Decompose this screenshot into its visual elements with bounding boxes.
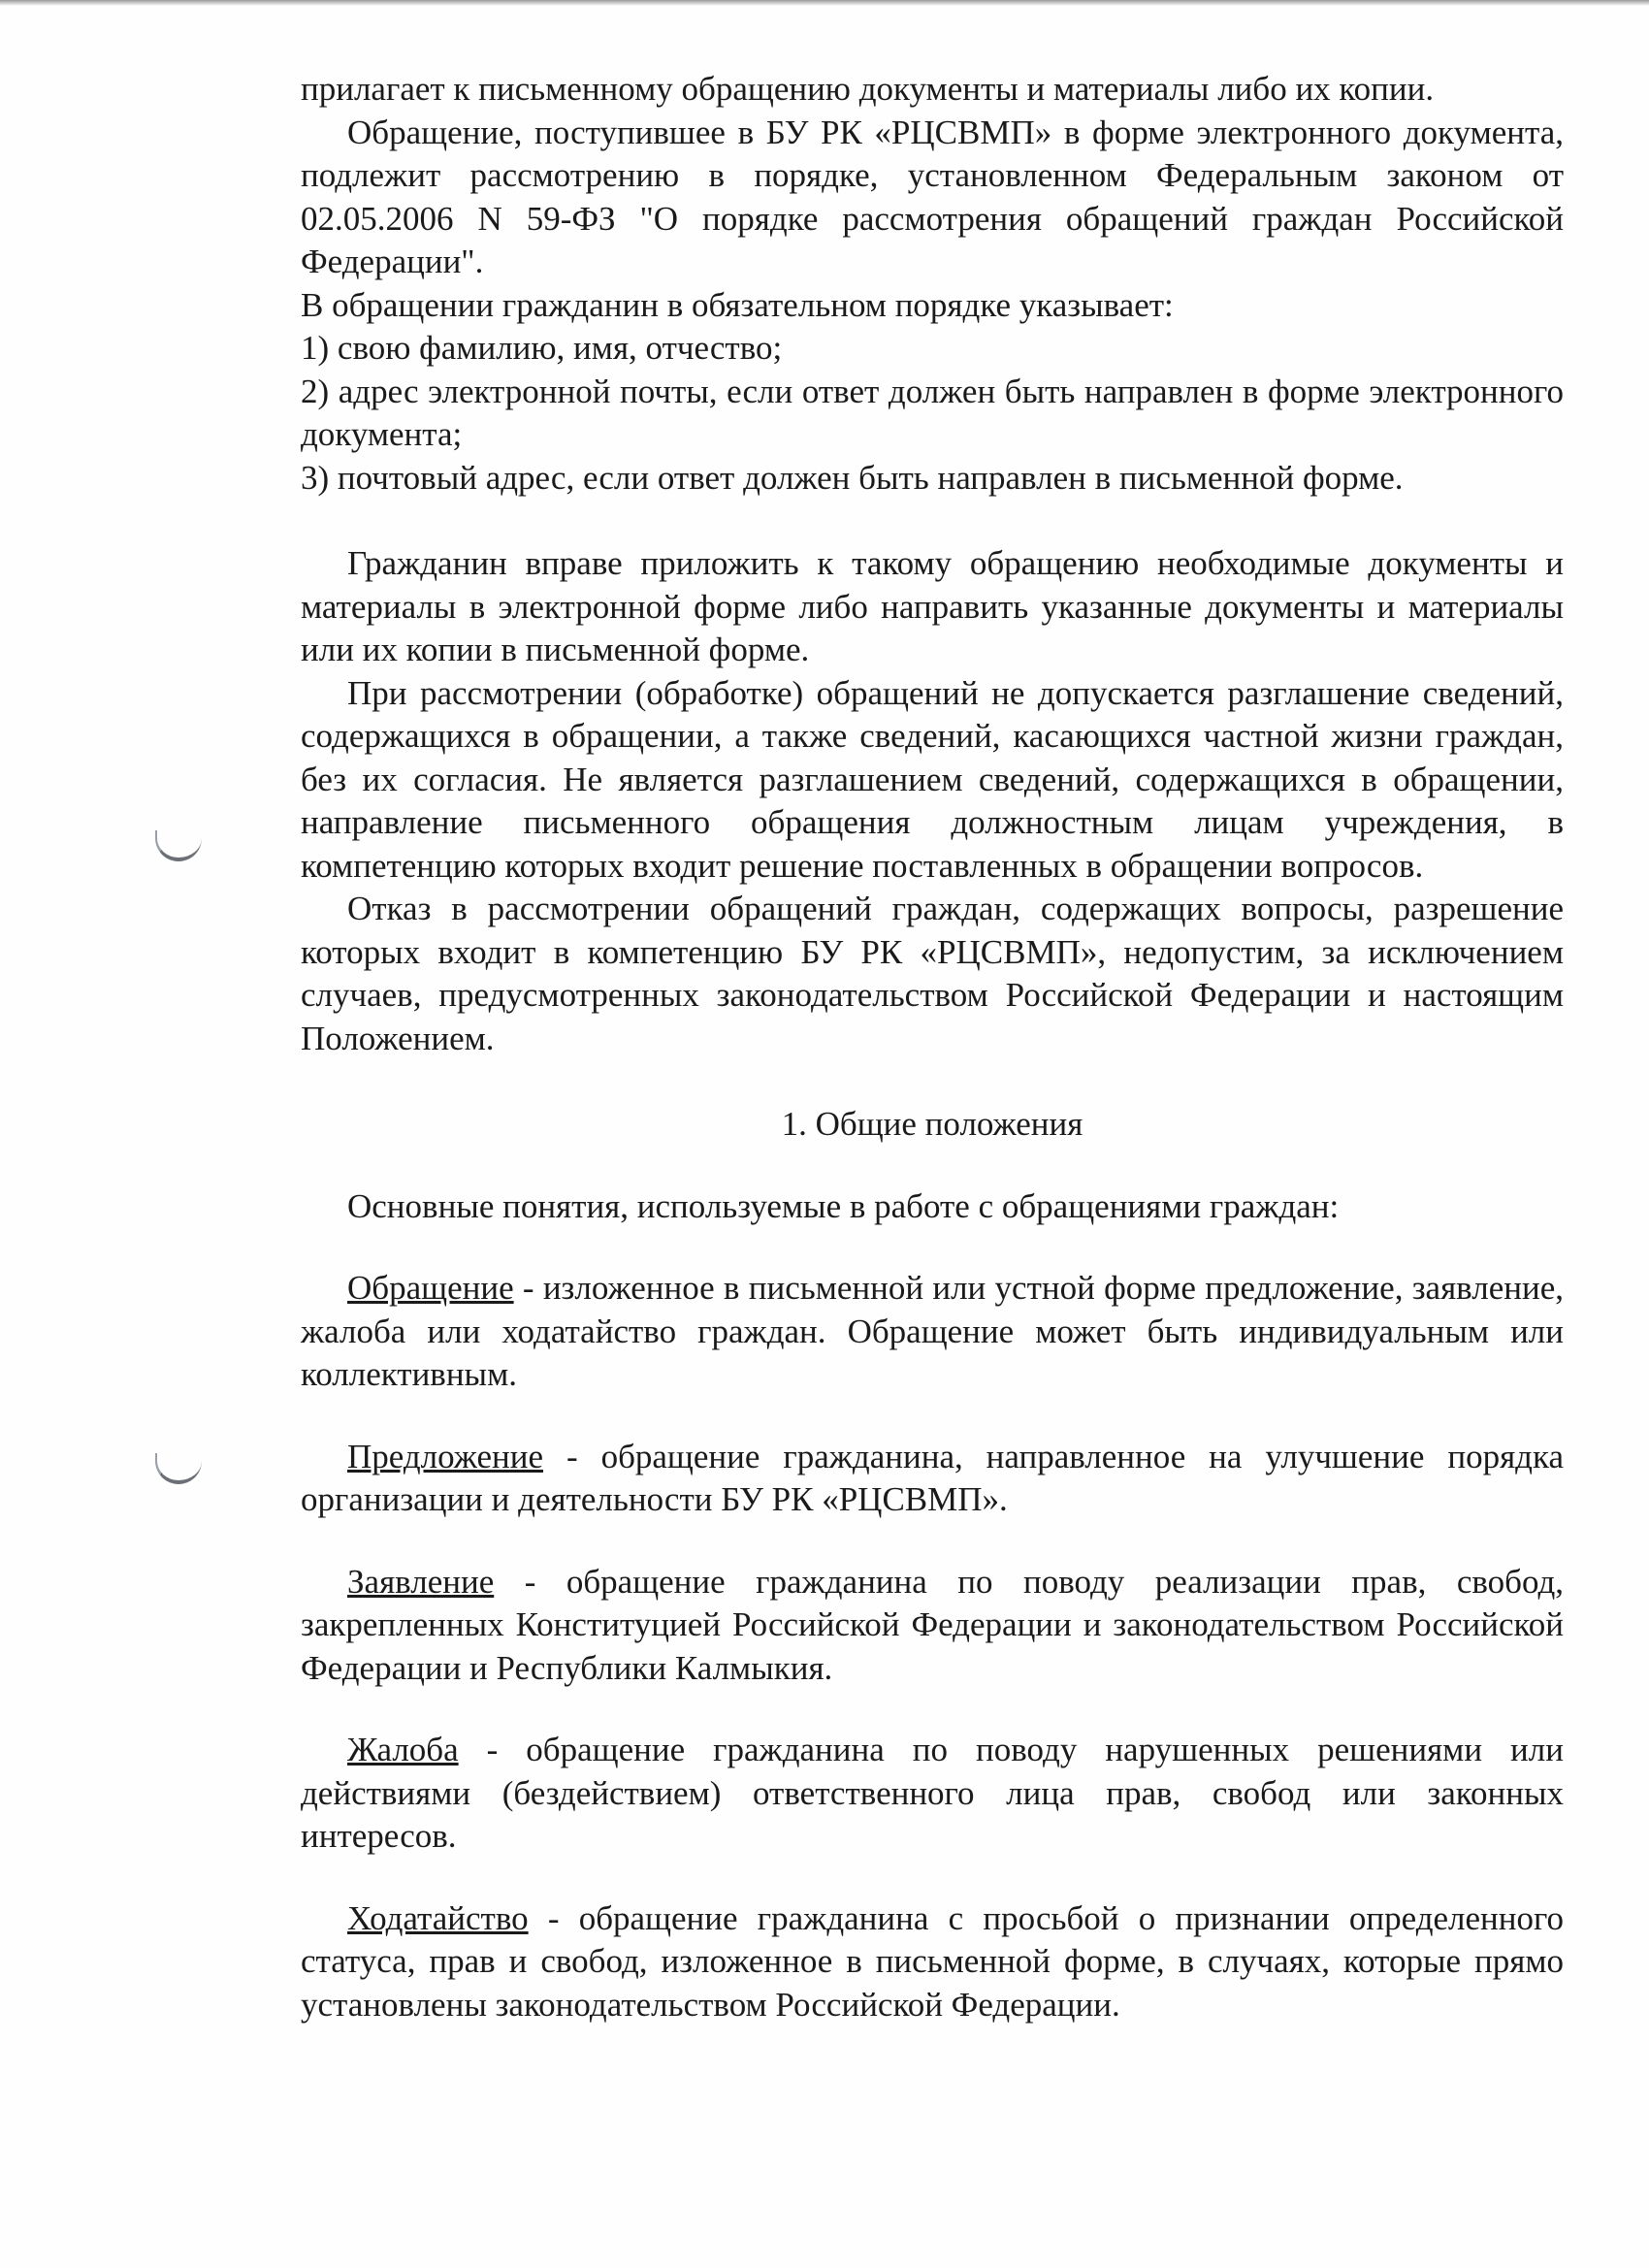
definition-text: - изложенное в письменной или устной форме предложение, заявление, жалоба или ходатайство граждан. Обращение может быть индивидуальным или коллективным. (301, 1269, 1564, 1393)
scan-edge-shadow (0, 0, 1649, 6)
definition-obrashchenie (301, 1267, 1564, 1397)
definition-term: Ходатайство (347, 1898, 529, 1937)
definition-text: - обращение гражданина с просьбой о признании определенного статуса, прав и свобод, изложенное в письменной форме, в случаях, которые прямо установлены законодательством Российской Федерации. (301, 1898, 1564, 2024)
document-body (301, 68, 1564, 2026)
paragraph: Гражданин вправе приложить к такому обращению необходимые документы и материалы в электронной форме либо направить указанные документы и материалы или их копии в письменной форме. (301, 544, 1564, 668)
definition-term: Заявление (347, 1562, 495, 1601)
definitions-intro: Основные понятия, используемые в работе с обращениями граждан: (347, 1186, 1340, 1225)
punch-hole-mark (155, 1453, 202, 1484)
definition-zhaloba (301, 1729, 1564, 1859)
paragraph: Обращение, поступившее в БУ РК «РЦСВМП» в форме электронного документа, подлежит рассмотрению в порядке, установленном Федеральным законом от 02.05.2006 N 59-ФЗ "О порядке рассмотрения обращений граждан Российской Федерации". (301, 113, 1564, 280)
definition-text: - обращение гражданина по поводу реализации прав, свобод, закрепленных Конституцией Российской Федерации и законодательством Российской Федерации и Республики Калмыкия. (301, 1562, 1564, 1687)
paragraph: Отказ в рассмотрении обращений граждан, содержащих вопросы, разрешение которых входит в компетенцию БУ РК «РЦСВМП», недопустим, за исключением случаев, предусмотренных законодательством Российской Федерации и настоящим Положением. (301, 890, 1564, 1057)
paragraph: прилагает к письменному обращению документы и материалы либо их копии. (301, 70, 1435, 108)
definition-text: - обращение гражданина по поводу нарушенных решениями или действиями (бездействием) ответственного лица прав, свобод или законных интересов. (301, 1731, 1564, 1855)
punch-hole-mark (155, 830, 202, 861)
list-item: 2) адрес электронной почты, если ответ должен быть направлен в форме электронного документа; (301, 372, 1564, 453)
definition-text: - обращение гражданина, направленное на улучшение порядка организации и деятельности БУ РК «РЦСВМП». (301, 1437, 1564, 1518)
definition-predlozhenie (301, 1436, 1564, 1522)
definition-zayavlenie (301, 1561, 1564, 1691)
list-item: 3) почтовый адрес, если ответ должен быть направлен в письменной форме. (301, 458, 1404, 497)
paragraph: При рассмотрении (обработке) обращений не допускается разглашение сведений, содержащихся в обращении, а также сведений, касающихся частной жизни граждан, без их согласия. Не является разглашением сведений, содержащихся в обращении, направление письменного обращения должностным лицам учреждения, в компетенцию которых входит решение поставленных в обращении вопросов. (301, 673, 1564, 885)
definition-term: Предложение (347, 1437, 544, 1475)
paragraph: В обращении гражданин в обязательном порядке указывает: (301, 285, 1174, 324)
definition-term: Обращение (347, 1269, 514, 1307)
list-item: 1) свою фамилию, имя, отчество; (301, 329, 783, 367)
section-heading: 1. Общие положения (781, 1105, 1083, 1143)
definition-khodataystvo (301, 1897, 1564, 2027)
definition-term: Жалоба (347, 1731, 459, 1768)
